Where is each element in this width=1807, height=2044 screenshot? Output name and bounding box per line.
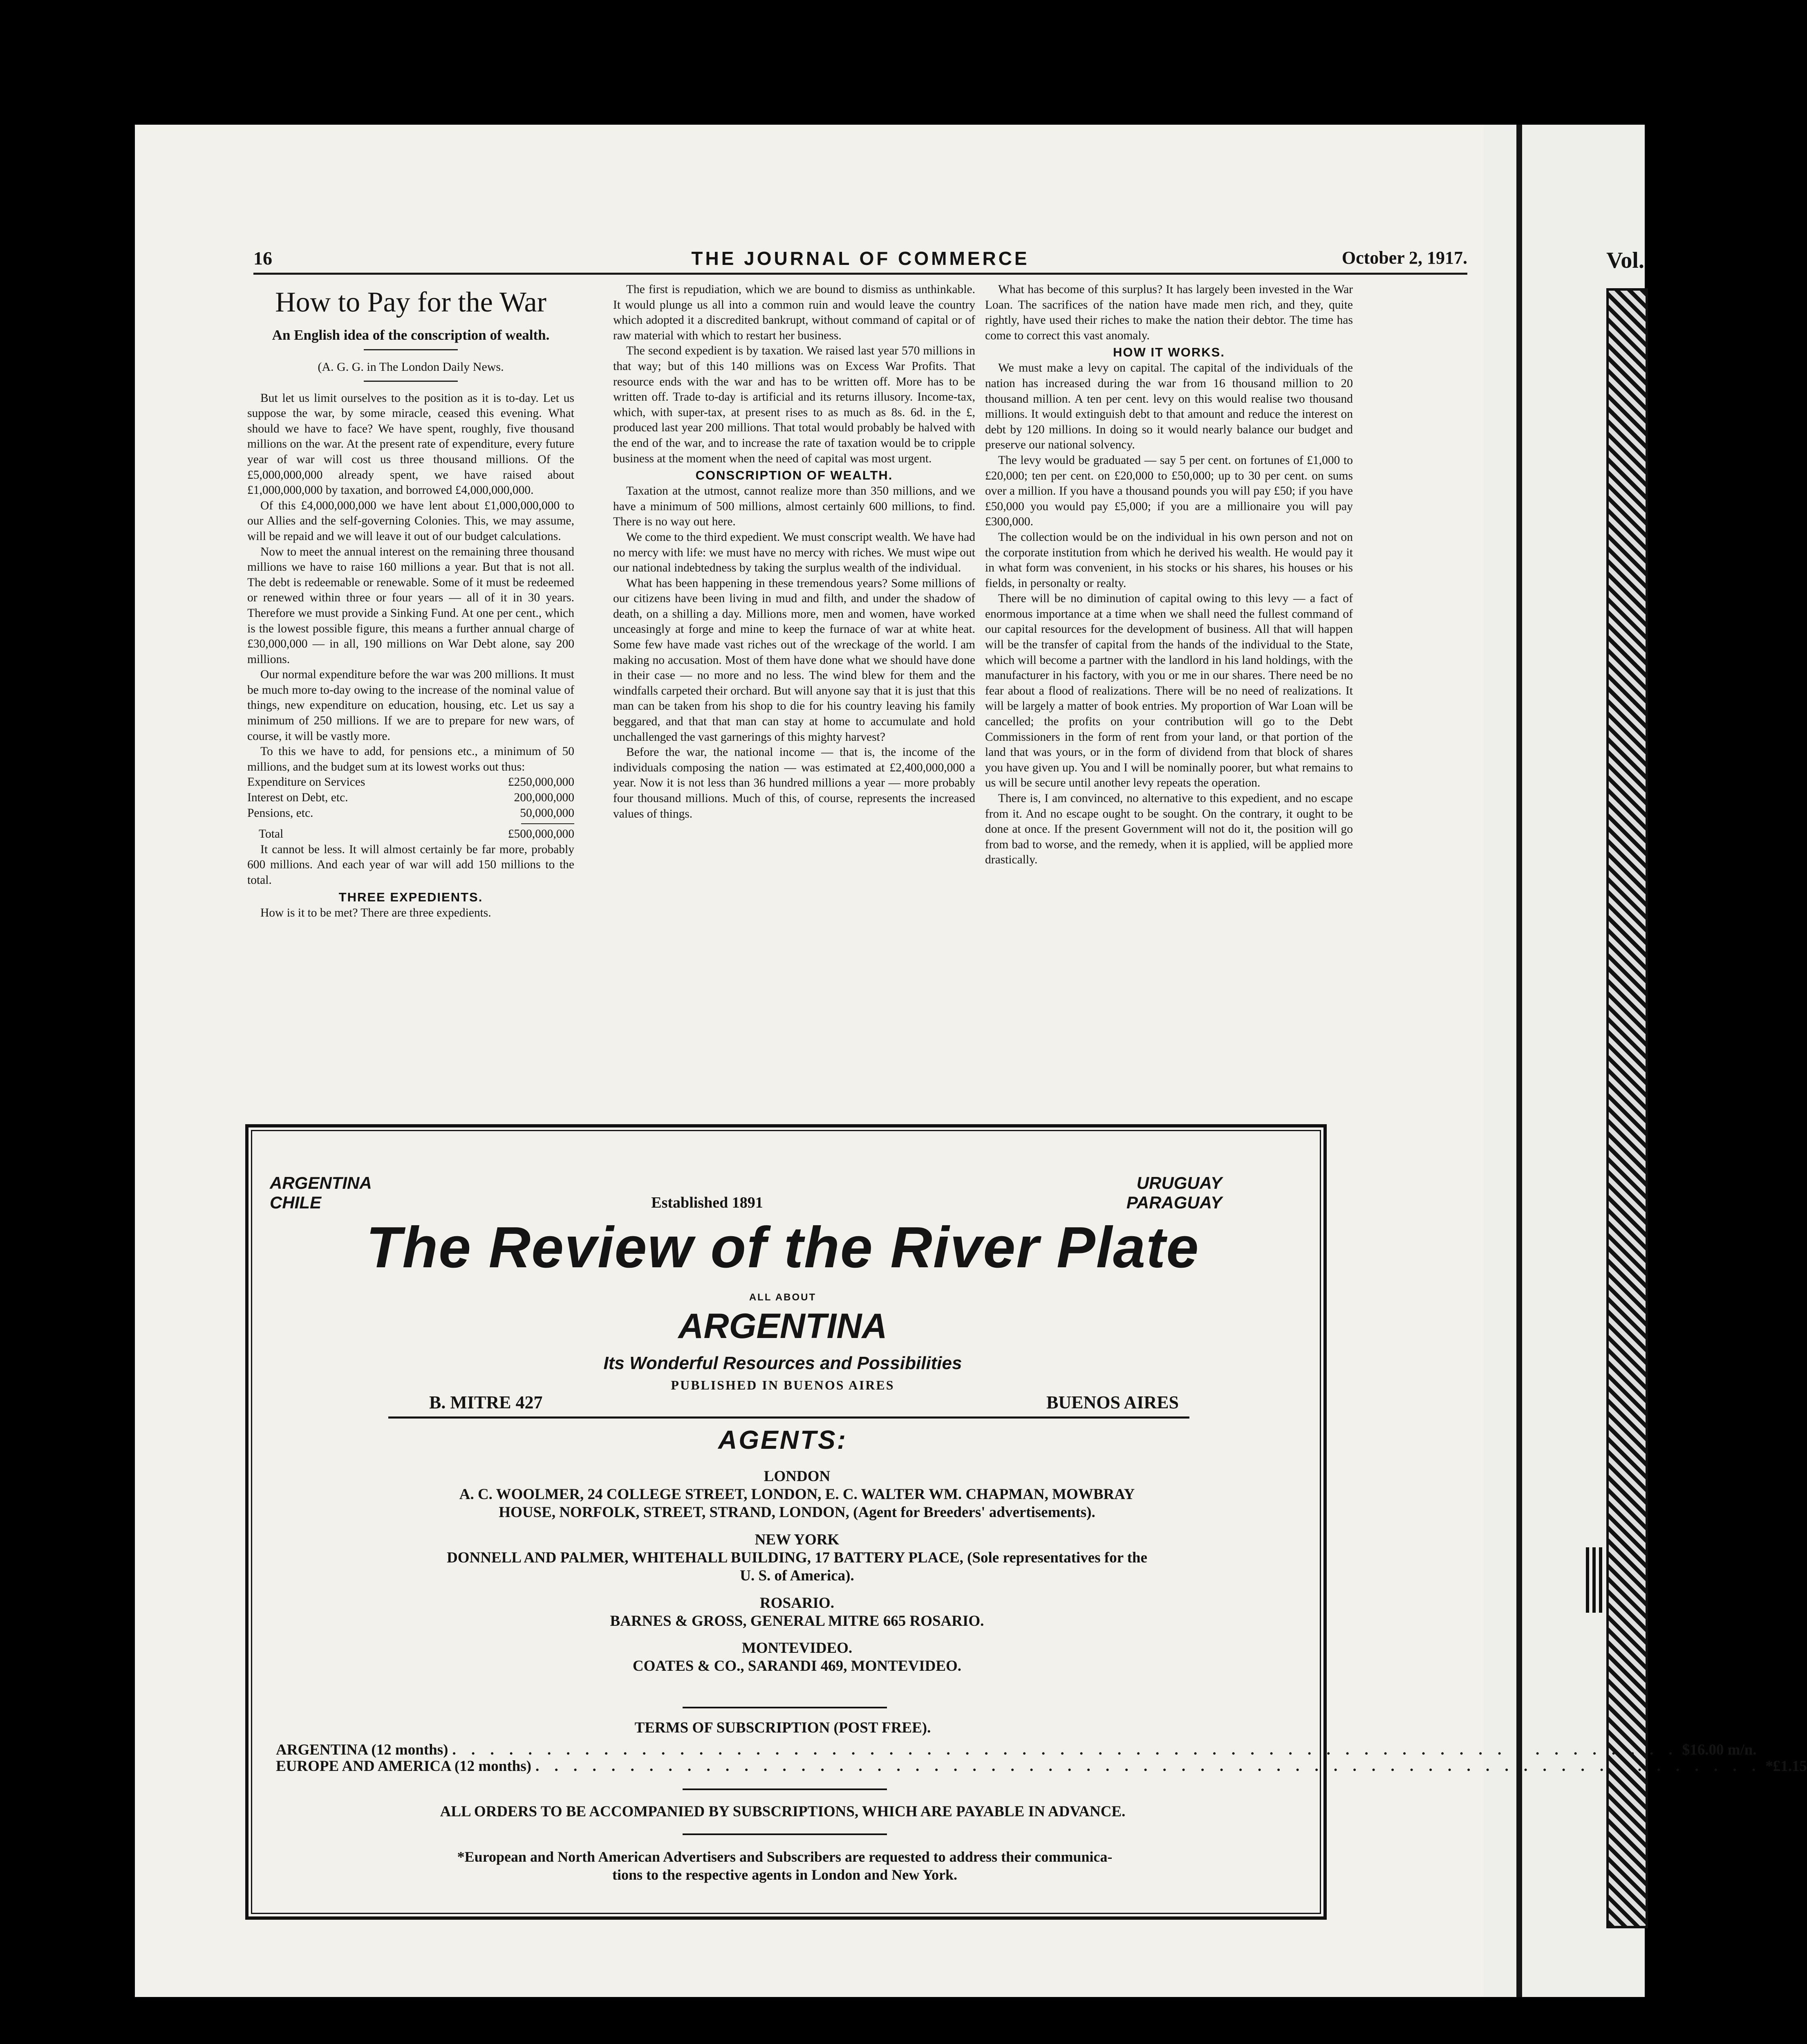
paragraph: To this we have to add, for pensions etc., a minimum of 50 millions, and the budget sum at its lowest works out thus: <box>247 745 574 773</box>
ad-divider <box>683 1788 887 1790</box>
paragraph: There will be no diminution of capital owing to this levy — a fact of enormous importance at a time when we shall need the fullest command of our capital resources for the development of business. All that will happen will be the transfer of capital from the hands of the individual to the State, which will become a partner with the landlord in his land holdings, with the manufacturer in his factory, with you or me in our shares. There need be no fear about a flood of realizations. There will be no need of realizations. It will be largely a matter of book entries. My proportion of War Loan will be cancelled; the profits on your contribution will go to the Debt Commissioners in the form of rent from your land, or that portion of the land that was yours, or in the form of dividend from that block of shares you have given up. You and I will be nominally poorer, but what remains to us will be secure until another levy repeats the operation. <box>985 592 1353 790</box>
ad-established: Established 1891 <box>651 1194 763 1211</box>
ad-tagline: Its Wonderful Resources and Possibilities <box>603 1353 962 1373</box>
ad-country: URUGUAY <box>1136 1173 1222 1192</box>
ad-title: The Review of the River Plate <box>366 1215 1200 1280</box>
paragraph: Taxation at the utmost, cannot realize more than 350 millions, and we have a minimum of 500 millions, almost certainly 600 millions, to find. There is no way out here. <box>613 484 975 529</box>
paragraph: Before the war, the national income — that is, the income of the individuals composing the nation — was estimated at £2,400,000,000 a year. Now it is not less than 36 hundred millions a year — more probably four thousand millions. Much of this, of course, represents the increased values of things. <box>613 746 975 820</box>
ad-agent-line: COATES & CO., SARANDI 469, MONTEVIDEO. <box>632 1658 962 1674</box>
ad-country: ARGENTINA <box>270 1173 372 1192</box>
ad-country: PARAGUAY <box>1126 1193 1222 1212</box>
next-page-fragment: Vol. <box>1606 248 1644 273</box>
ad-agent-line: A. C. WOOLMER, 24 COLLEGE STREET, LONDON, E. C. WALTER WM. CHAPMAN, MOWBRAY <box>459 1486 1135 1503</box>
paragraph: How is it to be met? There are three expedients. <box>260 906 491 919</box>
decorative-border-pattern <box>1606 288 1648 1928</box>
paragraph: But let us limit ourselves to the position as it is to-day. Let us suppose the war, by some miracle, ceased this evening. What should we have to face? We have spent, roughly, five thousand millions on the war. At the present rate of expenditure, every future year of war will cost us three thousand millions. Of the £5,000,000,000 already spent, we have raised about £1,000,000,000 by taxation, and borrowed £4,000,000,000. <box>247 391 574 497</box>
ad-countries-right <box>1099 1173 1222 1213</box>
ad-footnote-line: *European and North American Advertisers and Subscribers are requested to address their communica- <box>457 1849 1113 1865</box>
budget-label: Interest on Debt, etc. <box>247 791 348 805</box>
ad-divider <box>683 1833 887 1835</box>
budget-amount: £250,000,000 <box>508 775 574 789</box>
paragraph: Of this £4,000,000,000 we have lent about £1,000,000,000 to our Allies and the self-governing Colonies. This, we may assume, will be repaid and we will leave it out of our budget calculations. <box>247 499 574 543</box>
issue-date: October 2, 1917. <box>1341 248 1467 268</box>
ad-footnote <box>249 1848 1320 1884</box>
ad-divider <box>388 1416 1189 1419</box>
section-heading: THREE EXPEDIENTS. <box>338 890 483 904</box>
paragraph: The collection would be on the individual in his own person and not on the corporate institution from which he derived his wealth. He would pay it in what form was convenient, in his stocks or his shares, his houses or his fields, in personalty or realty. <box>985 530 1353 590</box>
leader-dots: . . . . . . . . . . . . . . . . . . . . . . . . . . . . . . . . . . . . . . . . . . . . . . . . . . . . . . . . . . . . . . . . . <box>535 1758 1762 1775</box>
budget-amount: 200,000,000 <box>514 791 574 805</box>
paragraph: Our normal expenditure before the war was 200 millions. It must be much more to-day owing to the increase of the nominal value of things, new expenditure on education, housing, etc. Let us say a minimum of 250 millions. If we are to prepare for new wars, of course, it will be vastly more. <box>247 668 574 743</box>
budget-total-label: Total <box>259 827 284 841</box>
ad-agent-city: NEW YORK <box>755 1531 840 1548</box>
ad-agent-city: LONDON <box>764 1468 831 1485</box>
ad-agent-rosario <box>270 1594 1324 1630</box>
ad-agent-line: U. S. of America). <box>740 1567 854 1584</box>
budget-label: Expenditure on Services <box>247 775 365 789</box>
ad-countries-left <box>270 1173 372 1213</box>
ad-address: B. MITRE 427 <box>429 1392 543 1412</box>
ad-agent-montevideo <box>270 1639 1324 1675</box>
masthead: THE JOURNAL OF COMMERCE <box>691 248 1030 269</box>
article-subtitle: An English idea of the conscription of wealth. <box>272 327 550 343</box>
page-number: 16 <box>253 248 272 269</box>
leader-dots: . . . . . . . . . . . . . . . . . . . . . . . . . . . . . . . . . . . . . . . . . . . . . . . . . . . . . . . . . . . . . . . . . <box>452 1741 1678 1758</box>
budget-total-amount: £500,000,000 <box>508 827 574 841</box>
paragraph: There is, I am convinced, no alternative to this expedient, and no escape from it. And no escape ought to be sought. On the contrary, it ought to be done at once. If the present Government will not do it, the position will go from bad to worse, and the remedy, when it is applied, will be applied more drastically. <box>985 792 1353 867</box>
ad-country: CHILE <box>270 1193 321 1212</box>
budget-label: Pensions, etc. <box>247 806 313 820</box>
ad-footnote-line: tions to the respective agents in London and New York. <box>612 1867 958 1883</box>
ad-agents-heading: AGENTS: <box>718 1425 847 1455</box>
ad-agent-city: ROSARIO. <box>760 1595 834 1611</box>
ad-subscription-price: *£1.15 <box>1765 1758 1807 1775</box>
ad-subscription-row <box>276 1758 1807 1775</box>
ad-subscription-label: ARGENTINA (12 months) <box>276 1741 448 1758</box>
article-byline: (A. G. G. in The London Daily News. <box>318 360 504 374</box>
paragraph: The levy would be graduated — say 5 per cent. on fortunes of £1,000 to £20,000; ten per cent. on £20,000 to £50,000; up to 30 per cent. on sums over a million. If you have a thousand pounds you will pay £50; if you have £50,000 you would pay £5,000; if you are a millionaire you will pay £300,000. <box>985 453 1353 529</box>
paragraph: The second expedient is by taxation. We raised last year 570 millions in that way; but of this 140 millions was on Excess War Profits. That resource ends with the war and has to be written off. More has to be written off. Trade to-day is artificial and its returns illusory. Income-tax, which, with super-tax, at present rises to as much as 8s. 6d. in the £, produced last year 200 millions. That total would probably be halved with the end of the war, and to increase the rate of taxation would be to cripple business at the moment when the need of capital was most urgent. <box>613 344 975 465</box>
page-gutter-rule <box>1516 125 1522 1997</box>
article-title: How to Pay for the War <box>275 287 546 318</box>
ad-agent-london <box>270 1468 1324 1522</box>
ad-terms-heading: TERMS OF SUBSCRIPTION (POST FREE). <box>634 1719 931 1736</box>
paragraph: What has been happening in these tremendous years? Some millions of our citizens have been living in mud and filth, and under the shadow of death, on a shilling a day. Millions more, men and women, have worked unceasingly at forge and mine to keep the furnace of war at white heat. Some few have made vast riches out of the wreckage of the world. I am making no accusation. Most of them have done what we should have done in their case — no more and no less. The wind blew for them and the windfalls carpeted their orchard. But will anyone say that it is just that this man can be taken from his shop to die for his country leaving his family beggared, and that that man can stay at home to accumulate and hold unchallenged the vast garnerings of this mighty harvest? <box>613 576 975 744</box>
section-heading: CONSCRIPTION OF WEALTH. <box>695 468 893 483</box>
ad-agent-city: MONTEVIDEO. <box>741 1640 853 1656</box>
ad-subscription-price: $16.00 m/n. <box>1682 1741 1757 1758</box>
paragraph: We must make a levy on capital. The capital of the individuals of the nation has increased during the war from 16 thousand million to 20 thousand million. A ten per cent. levy on this would realise two thousand millions. It would extinguish debt to that amount and reduce the interest on debt by 120 millions. In doing so it would nearly balance our budget and preserve our national solvency. <box>985 361 1353 452</box>
section-heading: HOW IT WORKS. <box>1113 345 1225 360</box>
paragraph: What has become of this surplus? It has largely been invested in the War Loan. The sacrifices of the nation have made men rich, and they, quite rightly, have used their riches to make the nation their debtor. The time has come to correct this vast anomaly. <box>985 283 1353 342</box>
paragraph: It cannot be less. It will almost certainly be far more, probably 600 millions. And each year of war will add 150 millions to the total. <box>247 843 574 887</box>
ad-agent-line: BARNES & GROSS, GENERAL MITRE 665 ROSARIO. <box>610 1613 984 1629</box>
ad-agent-line: HOUSE, NORFOLK, STREET, STRAND, LONDON, (Agent for Breeders' advertisements). <box>499 1504 1095 1521</box>
binding-mark <box>1586 1547 1602 1613</box>
ad-all-about: ALL ABOUT <box>749 1292 817 1303</box>
budget-amount: 50,000,000 <box>520 806 574 820</box>
ad-agent-new-york <box>270 1531 1324 1585</box>
paragraph: The first is repudiation, which we are bound to dismiss as unthinkable. It would plunge us all into a common ruin and would leave the country which adopted it a discredited bankrupt, without command of capital or of raw material with which to restart her business. <box>613 283 975 342</box>
ad-divider <box>683 1707 887 1708</box>
ad-subscription-label: EUROPE AND AMERICA (12 months) <box>276 1758 531 1775</box>
ad-subscription-row <box>276 1741 1757 1759</box>
ad-city: BUENOS AIRES <box>1046 1392 1179 1412</box>
ad-agent-line: DONNELL AND PALMER, WHITEHALL BUILDING, 17 BATTERY PLACE, (Sole representatives for the <box>447 1549 1147 1566</box>
paragraph: We come to the third expedient. We must conscript wealth. We have had no mercy with life: we must have no mercy with riches. We must wipe out our national indebtedness by taking the surplus wealth of the individual. <box>613 530 975 575</box>
ad-country-heading: ARGENTINA <box>678 1307 887 1346</box>
ad-orders-notice: ALL ORDERS TO BE ACCOMPANIED BY SUBSCRIPTIONS, WHICH ARE PAYABLE IN ADVANCE. <box>440 1803 1126 1820</box>
adjacent-page-strip <box>1484 125 1645 1997</box>
ad-published: PUBLISHED IN BUENOS AIRES <box>671 1378 895 1392</box>
paragraph: Now to meet the annual interest on the remaining three thousand millions we have to raise 160 millions a year. But that is not all. The debt is redeemable or renewable. Some of it must be redeemed or renewed within three or four years — all of it in 30 years. Therefore we must provide a Sinking Fund. At one per cent., which is the lowest possible figure, this means a further annual charge of £30,000,000 — in all, 190 millions on War Debt alone, say 200 millions. <box>247 545 574 666</box>
